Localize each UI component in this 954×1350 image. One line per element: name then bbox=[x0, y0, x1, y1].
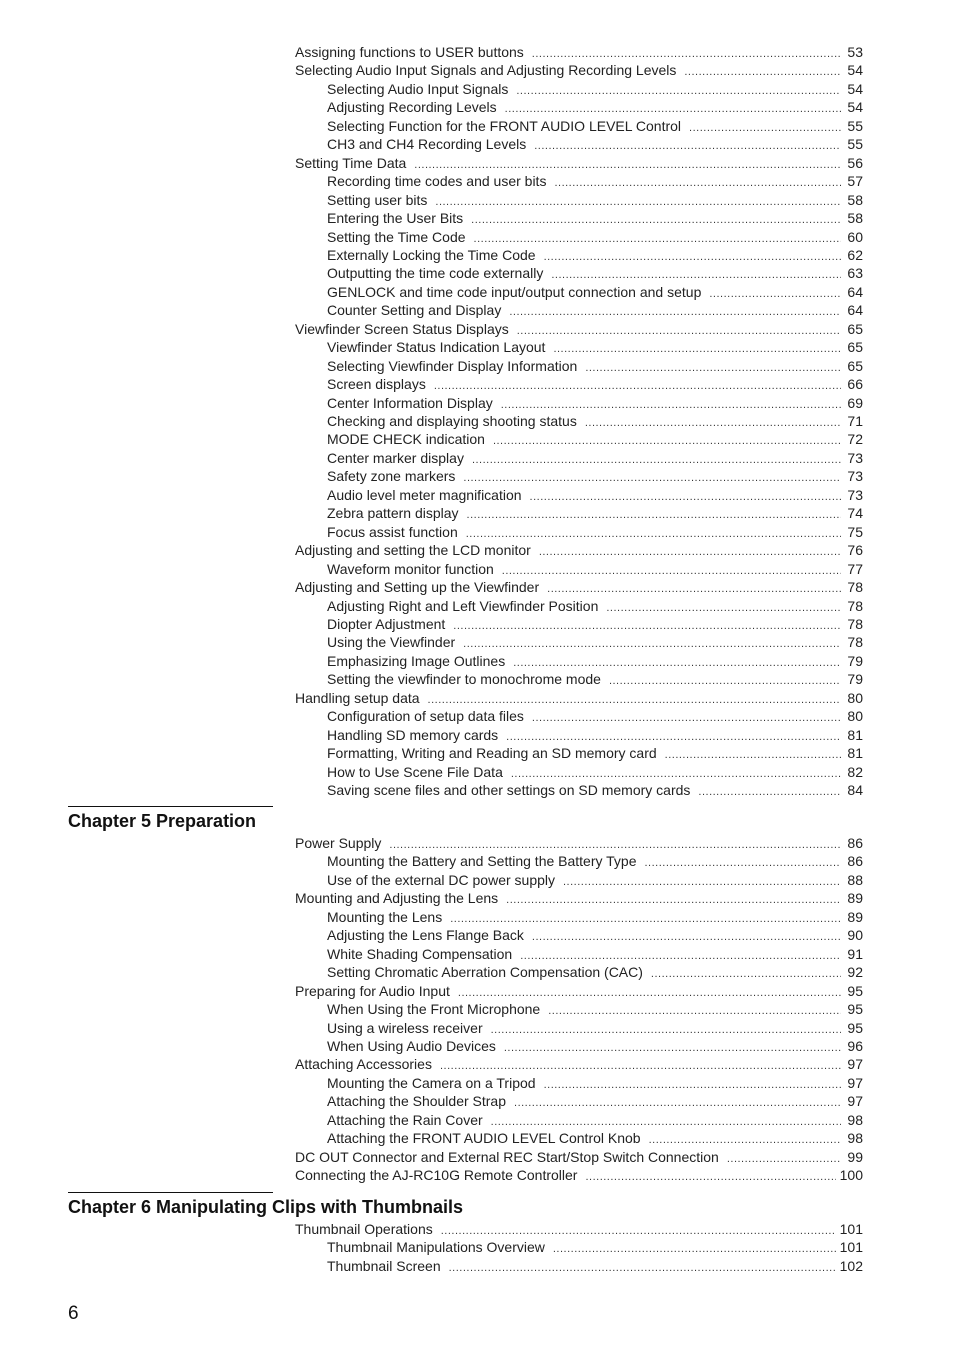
chapter-6-rule bbox=[68, 1192, 273, 1193]
toc-entry-page: 95 bbox=[847, 1001, 863, 1018]
toc-entry-page: 97 bbox=[847, 1093, 863, 1110]
dot-leader bbox=[585, 1168, 835, 1186]
toc-entry-page: 54 bbox=[847, 99, 863, 116]
dot-leader bbox=[684, 63, 841, 81]
toc-entry-page: 91 bbox=[847, 945, 863, 962]
dot-leader bbox=[505, 100, 841, 118]
toc-entry bbox=[295, 889, 863, 907]
toc-entry-title: Adjusting and setting the LCD monitor bbox=[295, 542, 531, 559]
toc-entry bbox=[327, 1257, 863, 1275]
dot-leader bbox=[389, 836, 841, 854]
toc-entry-title: Assigning functions to USER buttons bbox=[295, 44, 524, 60]
dot-leader bbox=[553, 340, 841, 358]
dot-leader bbox=[547, 580, 841, 598]
toc-entry bbox=[327, 726, 863, 744]
toc-entry bbox=[327, 871, 863, 889]
toc-entry bbox=[327, 1092, 863, 1110]
toc-entry-title: When Using the Front Microphone bbox=[327, 1001, 541, 1018]
toc-entry bbox=[327, 301, 863, 319]
toc-entry-title: Screen displays bbox=[327, 376, 426, 393]
toc-entry bbox=[327, 394, 863, 412]
dot-leader bbox=[554, 174, 841, 192]
dot-leader bbox=[606, 599, 841, 617]
toc-entry bbox=[295, 43, 863, 61]
toc-entry-page: 64 bbox=[847, 283, 863, 300]
toc-entry-page: 65 bbox=[847, 357, 863, 374]
toc-entry-page: 80 bbox=[847, 708, 863, 725]
toc-entry bbox=[295, 578, 863, 596]
toc-entry-title: Use of the external DC power supply bbox=[327, 871, 555, 888]
toc-entry bbox=[327, 98, 863, 116]
toc-entry-title: Checking and displaying shooting status bbox=[327, 413, 577, 429]
toc-entry-page: 99 bbox=[847, 1148, 863, 1165]
dot-leader bbox=[645, 854, 842, 872]
toc-entry-title: Safety zone markers bbox=[327, 468, 456, 485]
toc-entry-title: Adjusting Right and Left Viewfinder Position bbox=[327, 597, 599, 614]
toc-entry-title: Counter Setting and Display bbox=[327, 302, 502, 319]
toc-entry-title: Selecting Audio Input Signals and Adjusting Recording Levels bbox=[295, 62, 677, 79]
toc-entry-title: Formatting, Writing and Reading an SD memory card bbox=[327, 745, 657, 762]
toc-entry-page: 84 bbox=[847, 782, 863, 798]
toc-entry-page: 64 bbox=[847, 302, 863, 319]
toc-entry bbox=[327, 430, 863, 448]
dot-leader bbox=[463, 469, 841, 487]
toc-entry-page: 60 bbox=[847, 228, 863, 245]
toc-entry-page: 92 bbox=[847, 964, 863, 981]
toc-entry-page: 95 bbox=[847, 1019, 863, 1036]
toc-entry-page: 97 bbox=[847, 1056, 863, 1073]
dot-leader bbox=[709, 285, 841, 303]
toc-entry bbox=[327, 633, 863, 651]
toc-entry-title: Mounting and Adjusting the Lens bbox=[295, 890, 499, 907]
toc-entry-title: White Shading Compensation bbox=[327, 945, 513, 962]
toc-entry-page: 73 bbox=[847, 468, 863, 485]
toc-entry-title: How to Use Scene File Data bbox=[327, 763, 503, 780]
toc-entry bbox=[327, 375, 863, 393]
toc-entry-title: Attaching Accessories bbox=[295, 1056, 432, 1073]
toc-entry-page: 89 bbox=[847, 890, 863, 907]
dot-leader bbox=[651, 965, 841, 983]
toc-entry-page: 54 bbox=[847, 62, 863, 79]
toc-entry bbox=[327, 744, 863, 762]
dot-leader bbox=[513, 654, 841, 672]
toc-entry bbox=[295, 1055, 863, 1073]
toc-entry bbox=[327, 908, 863, 926]
dot-leader bbox=[467, 506, 841, 524]
toc-entry bbox=[327, 117, 863, 135]
dot-leader bbox=[530, 488, 841, 506]
dot-leader bbox=[534, 137, 841, 155]
toc-entry-title: Using the Viewfinder bbox=[327, 634, 456, 651]
toc-entry-page: 78 bbox=[847, 634, 863, 651]
dot-leader bbox=[474, 230, 841, 248]
toc-entry bbox=[327, 1129, 863, 1147]
toc-entry-title: Viewfinder Screen Status Displays bbox=[295, 320, 509, 337]
toc-entry bbox=[295, 61, 863, 79]
dot-leader bbox=[511, 765, 841, 783]
toc-entry-title: GENLOCK and time code input/output connection and setup bbox=[327, 283, 702, 300]
toc-entry bbox=[295, 154, 863, 172]
toc-entry bbox=[327, 1238, 863, 1256]
toc-entry bbox=[327, 1000, 863, 1018]
dot-leader bbox=[553, 1240, 836, 1258]
toc-entry bbox=[295, 1166, 863, 1184]
toc-entry-title: Selecting Audio Input Signals bbox=[327, 80, 509, 97]
toc-entry-title: Setting the viewfinder to monochrome mode bbox=[327, 671, 601, 688]
toc-entry bbox=[327, 486, 863, 504]
toc-entry-title: Connecting the AJ-RC10G Remote Controller bbox=[295, 1167, 578, 1184]
toc-entry-title: Attaching the FRONT AUDIO LEVEL Control Knob bbox=[327, 1130, 641, 1147]
toc-entry bbox=[327, 963, 863, 981]
toc-entry-page: 97 bbox=[847, 1074, 863, 1091]
toc-entry-title: Externally Locking the Time Code bbox=[327, 246, 536, 263]
toc-entry bbox=[327, 560, 863, 578]
toc-entry-page: 89 bbox=[847, 908, 863, 925]
toc-entry-page: 58 bbox=[847, 210, 863, 227]
dot-leader bbox=[493, 432, 841, 450]
dot-leader bbox=[532, 45, 841, 63]
toc-entry bbox=[327, 852, 863, 870]
toc-entry bbox=[295, 982, 863, 1000]
dot-leader bbox=[509, 303, 841, 321]
dot-leader bbox=[516, 82, 841, 100]
toc-entry-page: 78 bbox=[847, 615, 863, 632]
dot-leader bbox=[501, 396, 841, 414]
dot-leader bbox=[532, 928, 841, 946]
toc-entry-page: 65 bbox=[847, 320, 863, 337]
toc-entry-title: Handling setup data bbox=[295, 689, 420, 706]
toc-entry-page: 63 bbox=[847, 265, 863, 282]
toc-entry-title: Setting user bits bbox=[327, 191, 428, 208]
toc-entry-page: 55 bbox=[847, 117, 863, 134]
toc-entry-page: 74 bbox=[847, 505, 863, 522]
toc-entry bbox=[327, 1019, 863, 1037]
toc-entry bbox=[327, 80, 863, 98]
dot-leader bbox=[532, 709, 841, 727]
dot-leader bbox=[514, 1094, 841, 1112]
toc-entry-page: 57 bbox=[847, 173, 863, 190]
dot-leader bbox=[520, 947, 841, 965]
toc-entry-title: Using a wireless receiver bbox=[327, 1019, 483, 1036]
toc-entry-page: 77 bbox=[847, 560, 863, 577]
toc-entry-title: Adjusting and Setting up the Viewfinder bbox=[295, 579, 540, 596]
toc-entry-title: Audio level meter magnification bbox=[327, 486, 522, 503]
toc-entry-page: 81 bbox=[847, 726, 863, 743]
toc-entry-title: MODE CHECK indication bbox=[327, 431, 485, 448]
toc-entry-title: CH3 and CH4 Recording Levels bbox=[327, 136, 527, 153]
toc-entry-page: 56 bbox=[847, 154, 863, 171]
toc-entry-title: DC OUT Connector and External REC Start/Stop Switch Connection bbox=[295, 1148, 719, 1165]
dot-leader bbox=[506, 728, 841, 746]
toc-entry-title: Outputting the time code externally bbox=[327, 265, 544, 282]
toc-entry-page: 62 bbox=[847, 246, 863, 263]
dot-leader bbox=[453, 617, 841, 635]
toc-entry-page: 78 bbox=[847, 597, 863, 614]
dot-leader bbox=[502, 562, 841, 580]
toc-entry bbox=[327, 781, 863, 799]
toc-entry bbox=[327, 945, 863, 963]
toc-entry-page: 82 bbox=[847, 763, 863, 780]
dot-leader bbox=[727, 1150, 841, 1168]
dot-leader bbox=[506, 891, 841, 909]
toc-entry-title: Setting Time Data bbox=[295, 154, 407, 171]
chapter-5-heading: Chapter 5 Preparation bbox=[68, 811, 257, 831]
dot-leader bbox=[544, 1076, 841, 1094]
dot-leader bbox=[548, 1002, 841, 1020]
toc-entry-page: 55 bbox=[847, 136, 863, 153]
toc-entry bbox=[327, 135, 863, 153]
dot-leader bbox=[649, 1131, 841, 1149]
dot-leader bbox=[544, 248, 841, 266]
toc-entry bbox=[327, 264, 863, 282]
toc-entry bbox=[327, 191, 863, 209]
dot-leader bbox=[491, 1113, 841, 1131]
dot-leader bbox=[450, 910, 841, 928]
dot-leader bbox=[466, 525, 841, 543]
toc-entry bbox=[295, 1220, 863, 1238]
toc-entry-title: Saving scene files and other settings on SD memory cards bbox=[327, 782, 691, 798]
toc-entry bbox=[327, 763, 863, 781]
toc-entry-title: Thumbnail Manipulations Overview bbox=[327, 1239, 545, 1256]
toc-entry-title: Thumbnail Operations bbox=[295, 1221, 433, 1237]
toc-entry-page: 96 bbox=[847, 1037, 863, 1054]
toc-entry-title: Handling SD memory cards bbox=[327, 726, 499, 743]
toc-entry-page: 78 bbox=[847, 579, 863, 596]
toc-entry-title: Recording time codes and user bits bbox=[327, 173, 547, 190]
toc-entry bbox=[295, 834, 863, 852]
dot-leader bbox=[414, 156, 841, 174]
toc-entry-page: 81 bbox=[847, 745, 863, 762]
toc-entry-page: 75 bbox=[847, 523, 863, 540]
toc-entry-title: Setting the Time Code bbox=[327, 228, 466, 245]
chapter-6-heading: Chapter 6 Manipulating Clips with Thumbnails bbox=[68, 1197, 464, 1217]
toc-entry-page: 100 bbox=[839, 1167, 863, 1184]
toc-entry-title: Emphasizing Image Outlines bbox=[327, 652, 506, 669]
toc-entry-page: 102 bbox=[839, 1257, 863, 1274]
toc-entry-title: Adjusting Recording Levels bbox=[327, 99, 497, 116]
toc-entry-title: Waveform monitor function bbox=[327, 560, 494, 577]
dot-leader bbox=[665, 746, 841, 764]
toc-entry-title: Thumbnail Screen bbox=[327, 1257, 441, 1274]
toc-entry bbox=[327, 926, 863, 944]
toc-entry-page: 73 bbox=[847, 486, 863, 503]
toc-entry-page: 53 bbox=[847, 44, 863, 60]
toc-entry bbox=[327, 1074, 863, 1092]
chapter-5-rule bbox=[68, 806, 273, 807]
toc-entry-page: 76 bbox=[847, 542, 863, 559]
toc-entry-page: 98 bbox=[847, 1111, 863, 1128]
dot-leader bbox=[609, 672, 841, 690]
toc-entry bbox=[327, 338, 863, 356]
toc-entry-title: Zebra pattern display bbox=[327, 505, 459, 522]
toc-entry-title: Attaching the Shoulder Strap bbox=[327, 1093, 507, 1110]
toc-entry-title: Focus assist function bbox=[327, 523, 458, 540]
toc-entry-page: 69 bbox=[847, 394, 863, 411]
toc-entry-title: Power Supply bbox=[295, 835, 382, 851]
toc-entry bbox=[327, 615, 863, 633]
dot-leader bbox=[698, 783, 841, 801]
toc-entry-page: 90 bbox=[847, 927, 863, 944]
toc-entry-title: Selecting Function for the FRONT AUDIO LEVEL Control bbox=[327, 117, 682, 134]
toc-entry-title: Mounting the Lens bbox=[327, 908, 443, 925]
toc-entry-page: 79 bbox=[847, 652, 863, 669]
toc-entry-title: Adjusting the Lens Flange Back bbox=[327, 927, 524, 944]
toc-entry-page: 80 bbox=[847, 689, 863, 706]
toc-entry bbox=[327, 652, 863, 670]
toc-entry-page: 66 bbox=[847, 376, 863, 393]
dot-leader bbox=[539, 543, 841, 561]
toc-entry-page: 86 bbox=[847, 853, 863, 870]
dot-leader bbox=[434, 377, 841, 395]
toc-entry-title: Mounting the Battery and Setting the Battery Type bbox=[327, 853, 637, 870]
toc-entry bbox=[327, 1037, 863, 1055]
dot-leader bbox=[428, 691, 841, 709]
toc-entry-title: Setting Chromatic Aberration Compensation (CAC) bbox=[327, 964, 643, 981]
dot-leader bbox=[491, 1021, 841, 1039]
toc-entry-title: Center marker display bbox=[327, 449, 464, 466]
toc-entry bbox=[295, 541, 863, 559]
dot-leader bbox=[463, 635, 841, 653]
toc-entry-page: 101 bbox=[839, 1239, 863, 1256]
toc-entry bbox=[327, 228, 863, 246]
toc-entry bbox=[327, 357, 863, 375]
toc-entry-title: Selecting Viewfinder Display Information bbox=[327, 357, 578, 374]
toc-entry-page: 79 bbox=[847, 671, 863, 688]
toc-entry bbox=[327, 172, 863, 190]
toc-entry-page: 98 bbox=[847, 1130, 863, 1147]
toc-entry-page: 88 bbox=[847, 871, 863, 888]
toc-entry bbox=[327, 670, 863, 688]
dot-leader bbox=[435, 193, 841, 211]
toc-entry-title: Entering the User Bits bbox=[327, 210, 464, 227]
toc-entry bbox=[327, 467, 863, 485]
dot-leader bbox=[441, 1222, 836, 1240]
dot-leader bbox=[458, 984, 841, 1002]
toc-entry-title: Viewfinder Status Indication Layout bbox=[327, 339, 546, 356]
toc-entry-title: Mounting the Camera on a Tripod bbox=[327, 1074, 536, 1091]
toc-entry-title: Preparing for Audio Input bbox=[295, 982, 450, 999]
toc-entry-page: 73 bbox=[847, 449, 863, 466]
toc-entry-title: Center Information Display bbox=[327, 394, 493, 411]
toc-entry-page: 71 bbox=[847, 413, 863, 429]
toc-entry-title: Configuration of setup data files bbox=[327, 708, 524, 725]
dot-leader bbox=[449, 1259, 836, 1277]
toc-entry-page: 101 bbox=[839, 1221, 863, 1237]
dot-leader bbox=[585, 414, 841, 432]
toc-entry bbox=[327, 283, 863, 301]
toc-entry bbox=[327, 246, 863, 264]
toc-entry bbox=[327, 504, 863, 522]
toc-entry bbox=[327, 412, 863, 430]
toc-entry bbox=[295, 689, 863, 707]
dot-leader bbox=[471, 211, 841, 229]
dot-leader bbox=[472, 451, 841, 469]
toc-entry bbox=[295, 320, 863, 338]
dot-leader bbox=[585, 359, 841, 377]
toc-entry-page: 65 bbox=[847, 339, 863, 356]
toc-entry bbox=[327, 597, 863, 615]
dot-leader bbox=[551, 266, 841, 284]
dot-leader bbox=[689, 119, 841, 137]
toc-entry bbox=[295, 1148, 863, 1166]
toc-entry-page: 54 bbox=[847, 80, 863, 97]
toc-entry-title: When Using Audio Devices bbox=[327, 1037, 496, 1054]
toc-entry bbox=[327, 1111, 863, 1129]
dot-leader bbox=[440, 1057, 841, 1075]
toc-entry-page: 95 bbox=[847, 982, 863, 999]
toc-entry-page: 58 bbox=[847, 191, 863, 208]
dot-leader bbox=[504, 1039, 841, 1057]
toc-entry bbox=[327, 209, 863, 227]
toc-entry-title: Attaching the Rain Cover bbox=[327, 1111, 483, 1128]
dot-leader bbox=[517, 322, 841, 340]
toc-entry-page: 72 bbox=[847, 431, 863, 448]
toc-entry bbox=[327, 707, 863, 725]
toc-entry-page: 86 bbox=[847, 835, 863, 851]
toc-entry bbox=[327, 523, 863, 541]
toc-entry-title: Diopter Adjustment bbox=[327, 615, 446, 632]
dot-leader bbox=[563, 873, 841, 891]
toc-entry bbox=[327, 449, 863, 467]
page-number: 6 bbox=[68, 1303, 79, 1324]
